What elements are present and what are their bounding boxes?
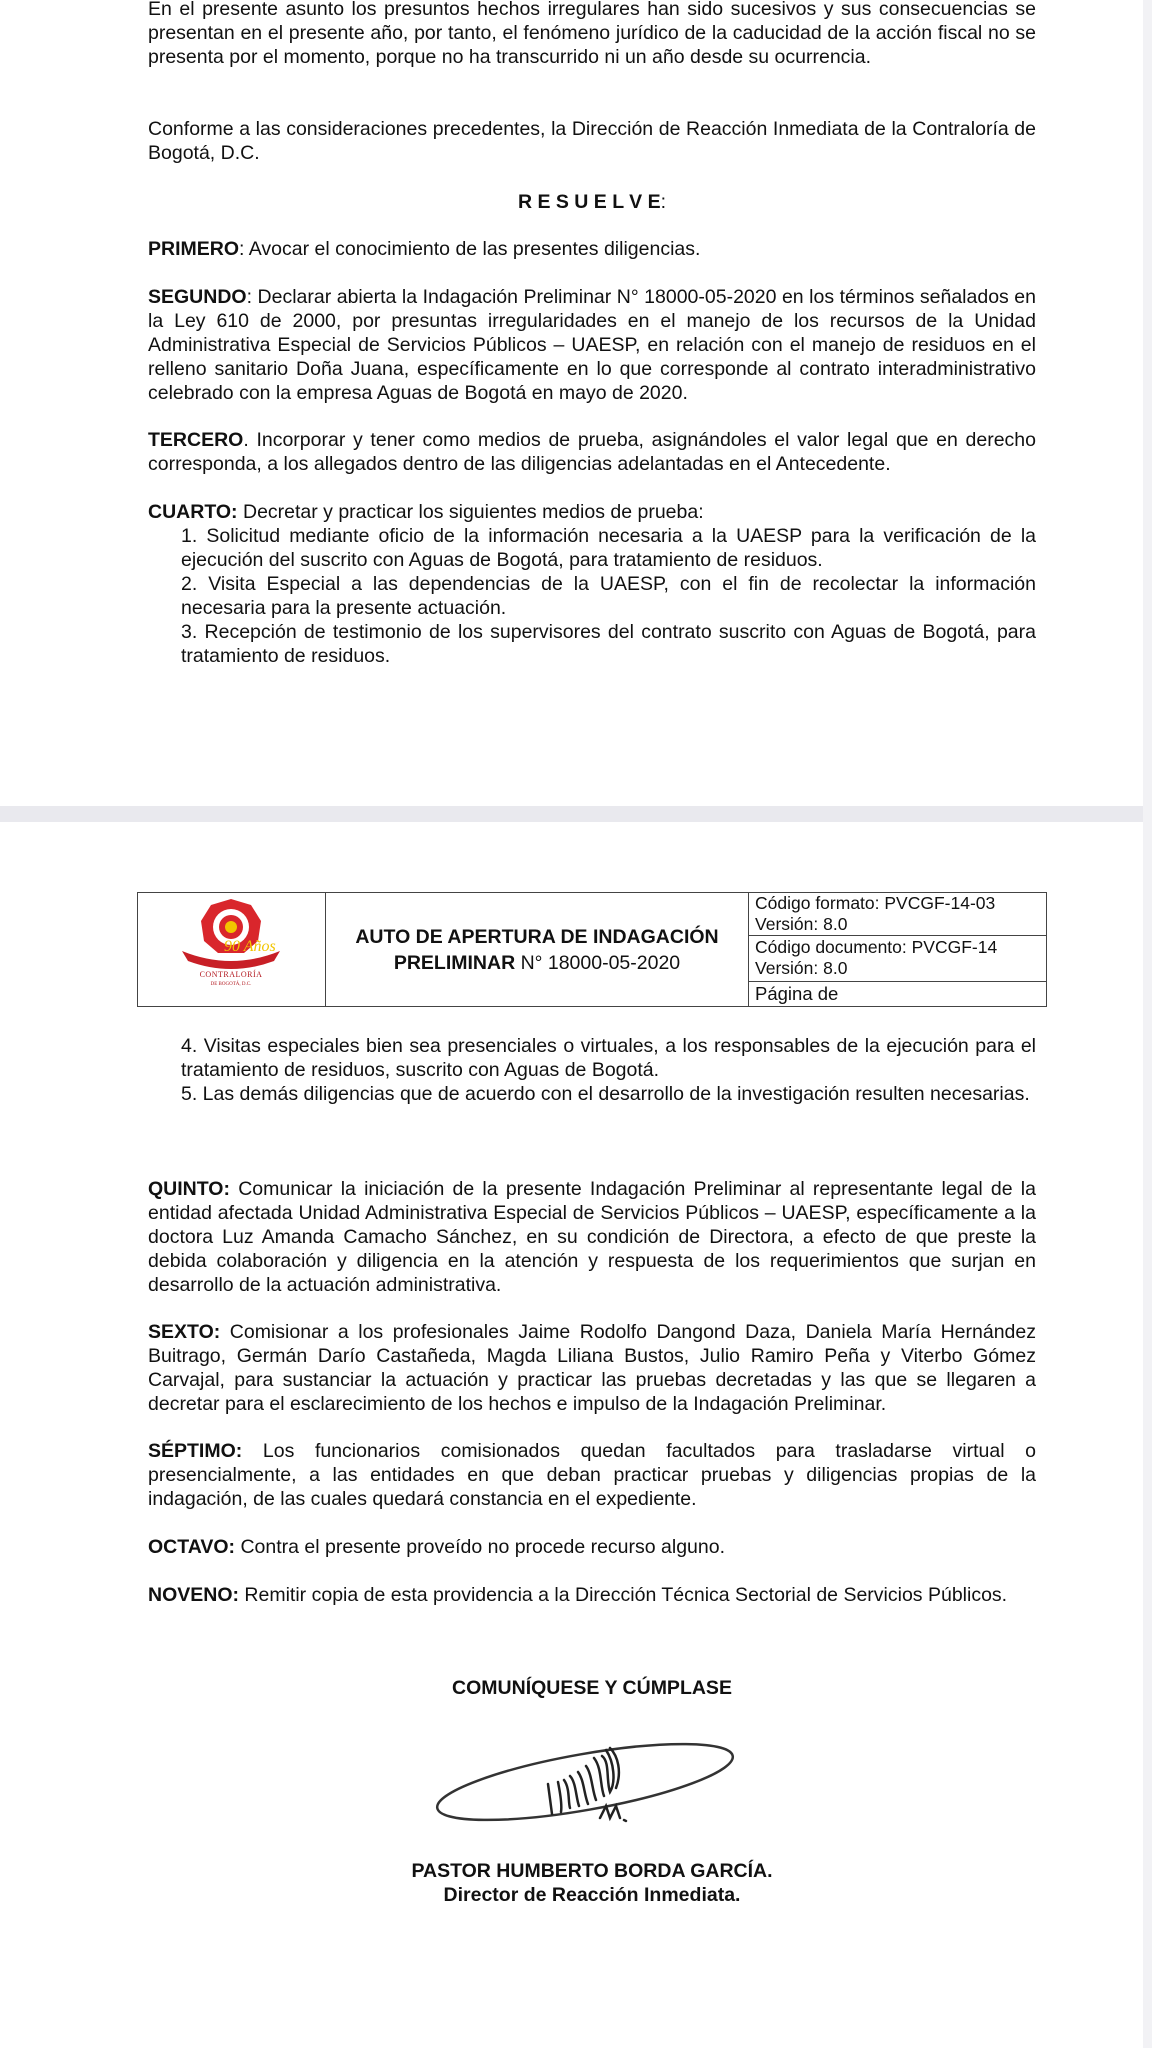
segundo-label: SEGUNDO [148,286,247,308]
noveno-text: Remitir copia de esta providencia a la Dirección Técnica Sectorial de Servicios Públicos. [239,1584,1008,1606]
logo-text: CONTRALORÍA [199,970,263,979]
signer-name: PASTOR HUMBERTO BORDA GARCÍA. [411,1860,773,1882]
list-item: 1. Solicitud mediante oficio de la información necesaria a la UAESP para la verificación de la ejecución del suscrito con Aguas de Bogotá, para tratamiento de residuos. [181,525,1036,571]
header-title-line1: AUTO DE APERTURA DE INDAGACIÓN [355,925,719,948]
document-page-2 [0,822,1143,2048]
primero-label: PRIMERO [148,238,240,260]
article-quinto [148,1177,1036,1297]
document-page-1 [0,0,1143,806]
article-noveno [148,1583,1036,1607]
list-item: 3. Recepción de testimonio de los supervisores del contrato suscrito con Aguas de Bogotá, para tratamiento de residuos. [181,621,1036,667]
list-item: 4. Visitas especiales bien sea presenciales o virtuales, a los responsables de la ejecución para el tratamiento de residuos, suscrito con Aguas de Bogotá. [181,1035,1036,1081]
septimo-label: SÉPTIMO: [148,1440,243,1462]
signature [430,1722,740,1842]
closing-formula: COMUNÍQUESE Y CÚMPLASE [452,1677,732,1699]
viewer-edge [1143,0,1152,2048]
quinto-text: Comunicar la iniciación de la presente Indagación Preliminar al representante legal de la entidad afectada Unidad Administrativa Especial de Servicios Públicos – UAESP, específicamente a la doctora Luz Amanda Camacho Sánchez, en su condición de Directora, a efecto de que preste la debida colaboración y diligencia en la atención y respuesta de los requerimientos que surjan en desarrollo de la actuación administrativa. [148,1178,1036,1296]
codigo-formato: Código formato: PVCGF-14-03 [755,893,996,913]
sexto-text: Comisionar a los profesionales Jaime Rodolfo Dangond Daza, Daniela María Hernández Buitrago, Germán Darío Castañeda, Magda Liliana Bustos, Julio Ramiro Peña y Viterbo Gómez Carvajal, para sustanciar la actuación y practicar las pruebas decretadas y las que se llegaren a decretar para el esclarecimiento de los hechos e impulso de la Indagación Preliminar. [148,1321,1036,1415]
document-header-table [137,892,1047,1007]
tercero-label: TERCERO [148,429,244,451]
list-item: 5. Las demás diligencias que de acuerdo con el desarrollo de la investigación resulten necesarias. [181,1083,1030,1105]
header-codes-cell [749,893,1046,1006]
signer-title: Director de Reacción Inmediata. [443,1884,741,1906]
cuarto-label: CUARTO: [148,501,238,523]
resuelve-colon: : [660,191,667,213]
article-tercero [148,428,1036,476]
codigo-documento: Código documento: PVCGF-14 [755,937,998,957]
header-title-cell [326,893,749,1006]
article-octavo [148,1535,1036,1559]
pagina-number: Página de [755,983,839,1004]
resuelve-heading [148,190,1036,214]
sexto-label: SEXTO: [148,1321,221,1343]
version-documento: Versión: 8.0 [755,958,848,978]
logo-years-text: 90 Años [224,938,276,955]
septimo-text: Los funcionarios comisionados quedan facultados para trasladarse virtual o presencialmente, a las entidades en que deban practicar pruebas y diligencias propias de la indagación, de las cuales quedará constancia en el expediente. [148,1440,1036,1510]
list-item: 2. Visita Especial a las dependencias de la UAESP, con el fin de recolectar la información necesaria para la presente actuación. [181,573,1036,619]
article-sexto [148,1320,1036,1416]
article-primero [148,237,1036,261]
octavo-label: OCTAVO: [148,1536,236,1558]
article-segundo [148,285,1036,405]
primero-text: : Avocar el conocimiento de las presentes diligencias. [239,238,701,260]
version-formato: Versión: 8.0 [755,914,848,934]
segundo-text: : Declarar abierta la Indagación Preliminar N° 18000-05-2020 en los términos señalados en la Ley 610 de 2000, por presuntas irregularidades en el manejo de los recursos de la Unidad Administrativa Especial de Servicios Públicos – UAESP, en relación con el manejo de residuos en el relleno sanitario Doña Juana, específicamente en lo que corresponde al contrato interadministrativo celebrado con la empresa Aguas de Bogotá en mayo de 2020. [148,286,1036,404]
resuelve-text: R E S U E L V E [517,191,661,213]
header-title-line2-bold: PRELIMINAR [393,951,516,974]
contraloria-logo [138,893,324,1005]
octavo-text: Contra el presente proveído no procede recurso alguno. [235,1536,726,1558]
quinto-label: QUINTO: [148,1178,230,1200]
paragraph-conforme: Conforme a las consideraciones precedentes, la Dirección de Reacción Inmediata de la Contraloría de Bogotá, D.C. [148,118,1036,164]
header-title-line2-rest: N° 18000-05-2020 [515,951,681,974]
paragraph-intro: En el presente asunto los presuntos hechos irregulares han sido sucesivos y sus consecuencias se presentan en el presente año, por tanto, el fenómeno jurídico de la caducidad de la acción fiscal no se presenta por el momento, porque no ha transcurrido ni un año desde su ocurrencia. [148,0,1036,68]
article-septimo [148,1439,1036,1511]
header-title [355,924,718,976]
cuarto-text: Decretar y practicar los siguientes medios de prueba: [237,501,704,523]
noveno-label: NOVENO: [148,1584,240,1606]
logo-cell [138,893,326,1006]
article-cuarto [148,500,1036,524]
tercero-text: . Incorporar y tener como medios de prueba, asignándoles el valor legal que en derecho corresponda, a los allegados dentro de las diligencias adelantadas en el Antecedente. [148,429,1036,475]
logo-subtext: DE BOGOTÁ, D.C. [210,982,252,987]
